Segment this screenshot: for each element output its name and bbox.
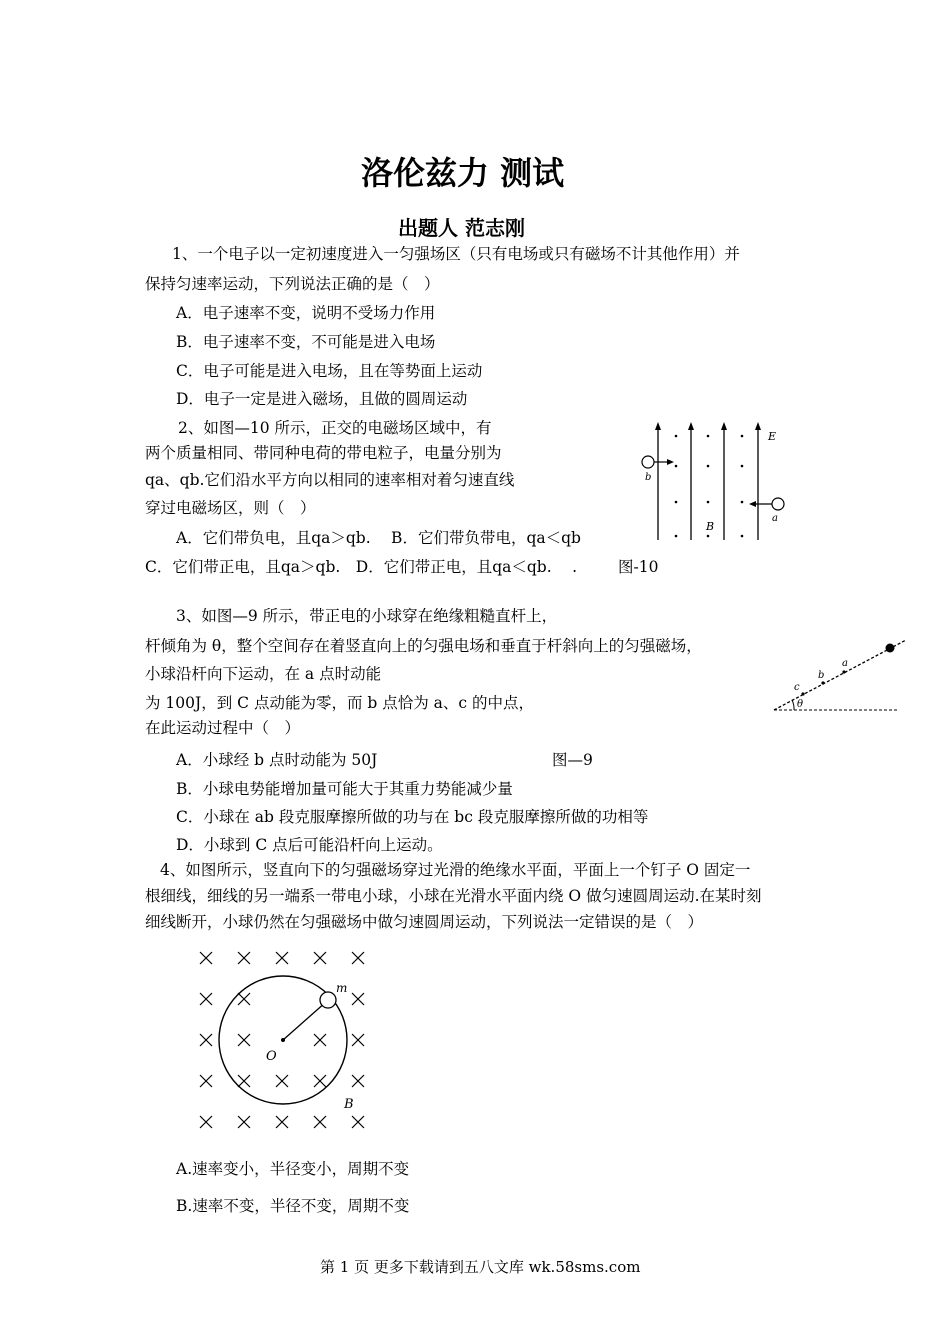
q4-option-b: B.速率不变，半径不变，周期不变 (176, 1197, 410, 1215)
q4-stem-line-3: 细线断开，小球仍然在匀强磁场中做匀速圆周运动，下列说法一定错误的是（ ） (145, 913, 704, 931)
q1-option-a: A．电子速率不变，说明不受场力作用 (176, 304, 436, 322)
angle-arc (792, 700, 794, 710)
page-footer: 第 1 页 更多下载请到五八文库 wk.58sms.com (320, 1258, 641, 1276)
q2-stem-line-3: qa、qb.它们沿水平方向以相同的速率相对着匀速直线 (145, 471, 515, 489)
point-c (801, 692, 804, 695)
q1-option-c: C．电子可能是进入电场，且在等势面上运动 (176, 362, 483, 380)
q1-stem-line-1: 1、一个电子以一定初速度进入一匀强场区（只有电场或只有磁场不计其他作用）并 (172, 245, 740, 263)
point-a (842, 670, 845, 673)
q3-stem-line-5: 在此运动过程中（ ） (145, 719, 301, 737)
particle-a (749, 498, 784, 510)
q2-option-ab: A．它们带负电，且qa＞qb. B．它们带负带电，qa＜qb (176, 529, 581, 547)
q2-stem-line-4: 穿过电磁场区，则（ ） (145, 499, 316, 517)
q2-option-cd: C．它们带正电，且qa＞qb. D．它们带正电，且qa＜qb. . (145, 558, 578, 576)
q3-stem-line-3: 小球沿杆向下运动，在 a 点时动能 (145, 665, 382, 683)
label-c: c (794, 682, 800, 693)
label-O: O (266, 1049, 277, 1064)
q1-option-d: D．电子一定是进入磁场，且做的圆周运动 (176, 390, 468, 408)
q4-stem-line-1: 4、如图所示，竖直向下的匀强磁场穿过光滑的绝缘水平面，平面上一个钉子 O 固定一 (160, 861, 751, 879)
q4-option-a: A.速率变小，半径变小，周期不变 (176, 1160, 410, 1178)
label-b: b (818, 670, 825, 681)
q2-stem-line-1: 2、如图—10 所示，正交的电磁场区域中，有 (178, 419, 492, 437)
q3-figure-caption: 图—9 (552, 751, 593, 769)
q4-stem-line-2: 根细线，细线的另一端系一带电小球，小球在光滑水平面内绕 O 做匀速圆周运动.在某时刻 (145, 887, 762, 905)
q3-stem-line-2: 杆倾角为 θ，整个空间存在着竖直向上的匀强电场和垂直于杆斜向上的匀强磁场， (145, 637, 702, 655)
label-m: m (336, 981, 348, 995)
q2-stem-line-2: 两个质量相同、带同种电荷的带电粒子，电量分别为 (145, 444, 502, 462)
label-E: E (768, 430, 777, 443)
figure-9-inclined-rod (766, 628, 916, 720)
label-b: b (645, 472, 652, 483)
point-b (821, 681, 824, 684)
label-B: B (344, 1097, 354, 1112)
q3-option-b: B．小球电势能增加量可能大于其重力势能减少量 (176, 780, 513, 798)
q3-stem-line-4: 为 100J，到 C 点动能为零，而 b 点恰为 a、c 的中点， (145, 694, 534, 712)
q3-option-d: D．小球到 C 点后可能沿杆向上运动。 (176, 836, 443, 854)
q3-option-a: A．小球经 b 点时动能为 50J (176, 751, 378, 769)
label-theta: θ (797, 699, 804, 710)
q3-stem-line-1: 3、如图—9 所示，带正电的小球穿在绝缘粗糙直杆上， (176, 607, 558, 625)
page-title: 洛伦兹力 测试 (361, 154, 565, 192)
label-B: B (706, 520, 715, 533)
figure-circular-motion (190, 942, 380, 1142)
q1-option-b: B．电子速率不变，不可能是进入电场 (176, 333, 436, 351)
q2-figure-caption: 图-10 (618, 558, 659, 576)
ball (886, 644, 895, 653)
label-a: a (772, 513, 778, 524)
figure-10-crossed-fields (636, 418, 796, 546)
rod (774, 640, 906, 710)
label-a: a (842, 658, 848, 669)
q3-option-c: C．小球在 ab 段克服摩擦所做的功与在 bc 段克服摩擦所做的功相等 (176, 808, 649, 826)
nail-O (281, 1038, 285, 1042)
ball-m (320, 992, 336, 1008)
q1-stem-line-2: 保持匀速率运动，下列说法正确的是（ ） (145, 275, 440, 293)
author-line: 出题人 范志刚 (398, 216, 525, 240)
string (283, 1002, 326, 1040)
field-arrowheads (655, 422, 761, 430)
